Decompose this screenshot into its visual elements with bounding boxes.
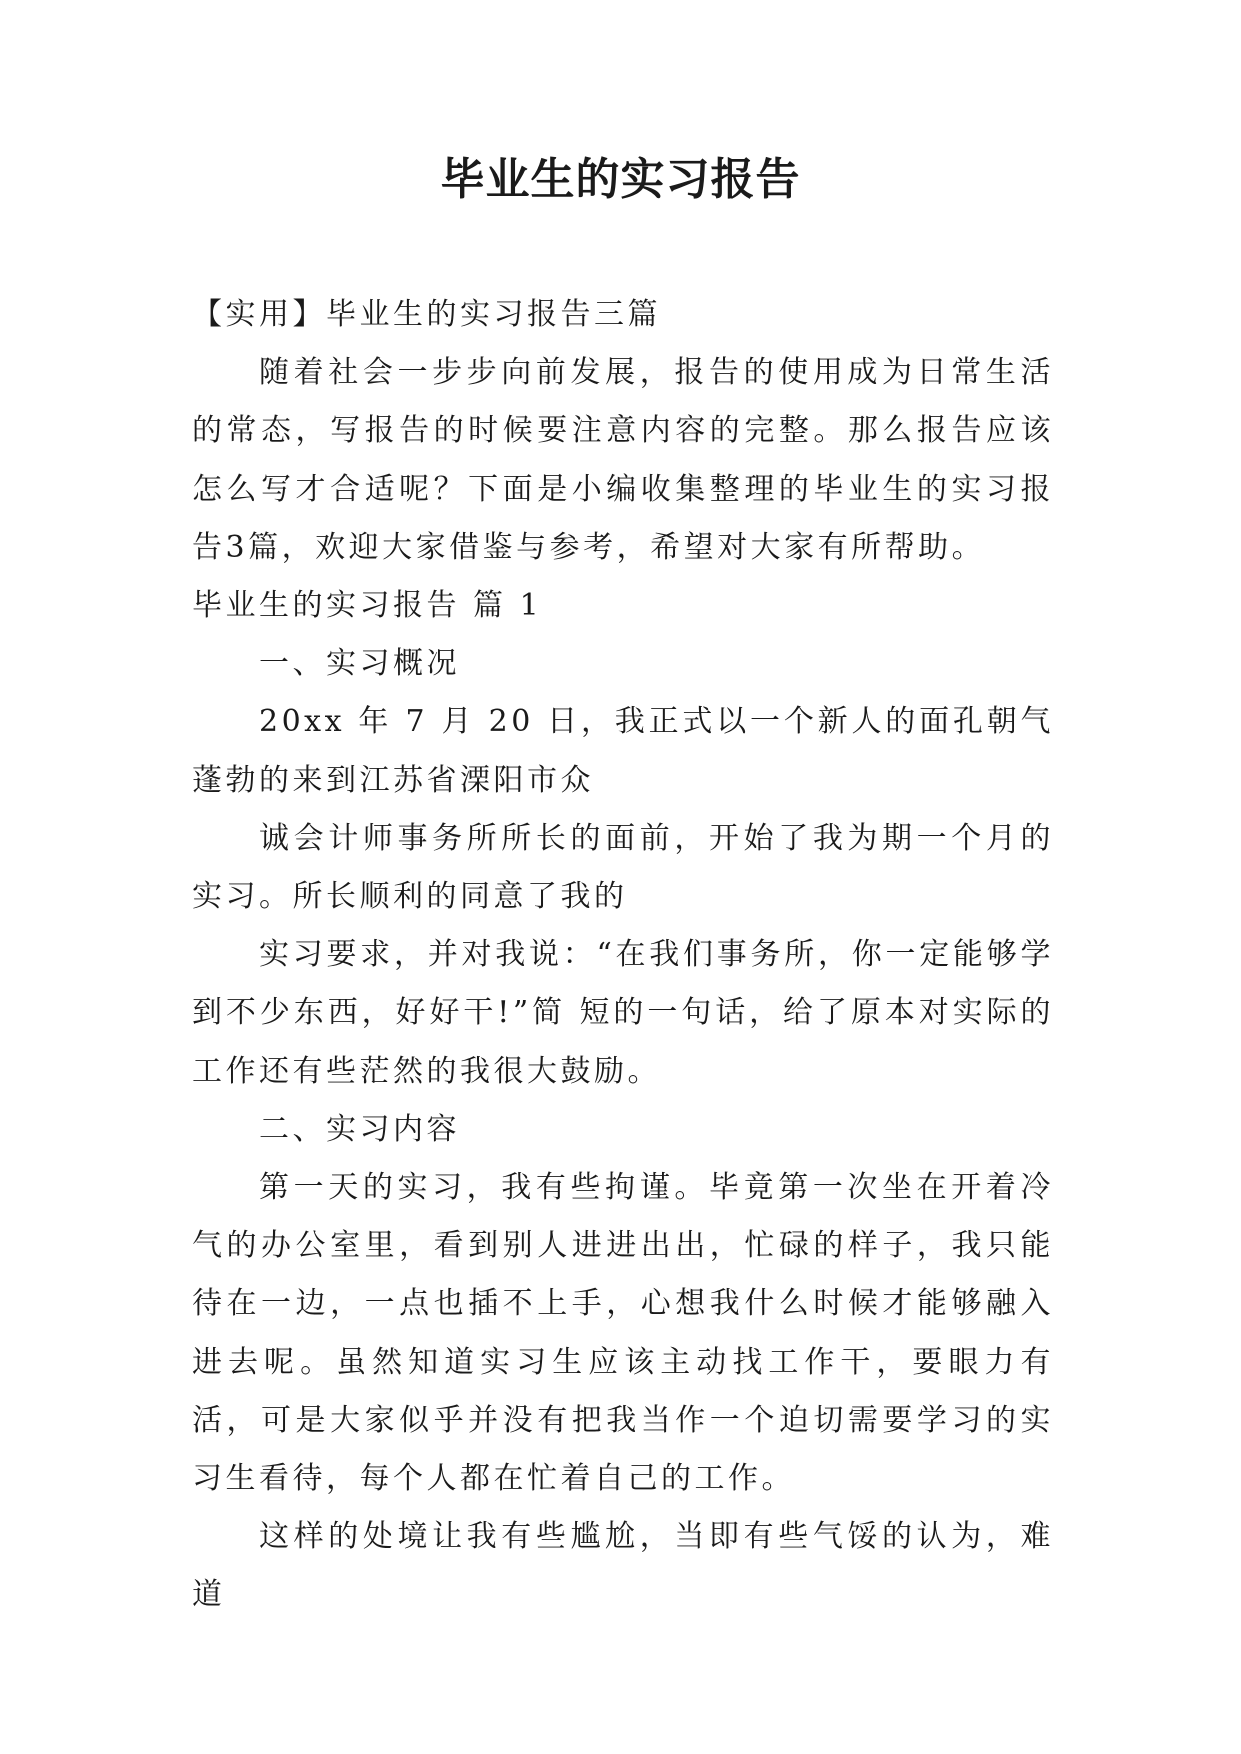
body-paragraph: 20xx 年 7 月 20 日，我正式以一个新人的面孔朝气蓬勃的来到江苏省溧阳市众 bbox=[192, 704, 1054, 798]
document-body bbox=[192, 286, 1054, 1625]
document-title: 毕业生的实习报告 bbox=[440, 154, 801, 205]
heading-internship-overview: 一、实习概况 bbox=[259, 646, 460, 682]
body-paragraph: 诚会计师事务所所长的面前，开始了我为期一个月的实习。所长顺利的同意了我的 bbox=[192, 820, 1054, 915]
heading-internship-content: 二、实习内容 bbox=[259, 1111, 460, 1147]
intro-paragraph: 随着社会一步步向前发展，报告的使用成为日常生活的常态，写报告的时候要注意内容的完整。那么报告应该怎么写才合适呢？下面是小编收集整理的毕业生的实习报告3篇，欢迎大家借鉴与参考，希望对大家有所帮助。 bbox=[192, 355, 1054, 565]
body-paragraph: 实习要求，并对我说：“在我们事务所，你一定能够学到不少东西，好好干!”简 短的一句话，给了原本对实际的工作还有些茫然的我很大鼓励。 bbox=[192, 937, 1054, 1089]
section-heading-part1: 毕业生的实习报告 篇 1 bbox=[192, 588, 543, 624]
body-paragraph: 第一天的实习，我有些拘谨。毕竟第一次坐在开着冷气的办公室里，看到别人进进出出，忙碌的样子，我只能待在一边，一点也插不上手，心想我什么时候才能够融入进去呢。虽然知道实习生应该主动找工作干，要眼力有活，可是大家似乎并没有把我当作一个迫切需要学习的实习生看待，每个人都在忙着自己的工作。 bbox=[192, 1170, 1054, 1497]
subtitle-line: 【实用】毕业生的实习报告三篇 bbox=[192, 297, 661, 332]
body-paragraph: 这样的处境让我有些尴尬，当即有些气馁的认为，难道 bbox=[192, 1519, 1054, 1613]
